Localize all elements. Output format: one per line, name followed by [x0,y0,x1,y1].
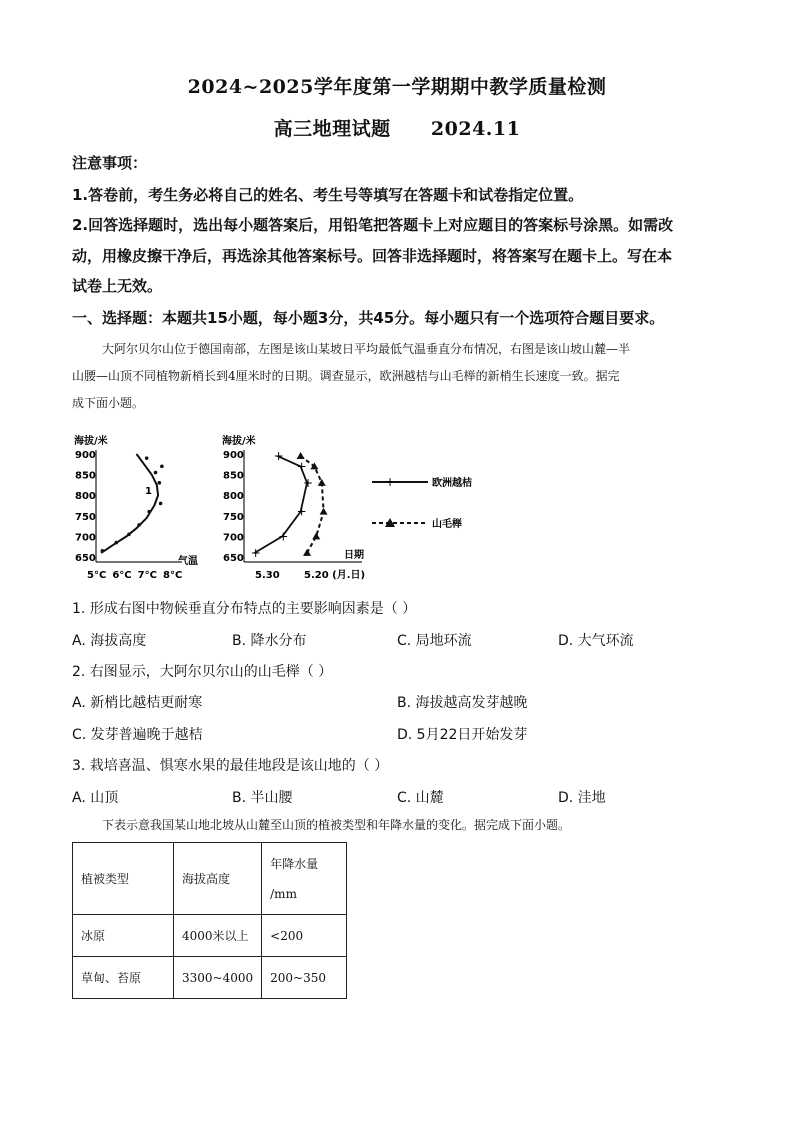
table-cell: 200~350 [262,957,347,999]
question-1: 1. 形成右图中物候垂直分布特点的主要影响因素是（ ） [72,601,417,617]
right-x-tick-0: 5.30 [255,570,280,581]
right-y-tick: 800 [223,491,244,503]
beech-point [297,452,305,459]
question-2: 2. 右图显示，大阿尔贝尔山的山毛榉（ ） [72,664,333,680]
exam-title: 2024~2025学年度第一学期期中教学质量检测 [187,76,607,98]
bilberry-point: + [296,504,307,519]
left-chart-xlabel: 气温 [178,556,198,567]
table-header-cell [262,843,347,915]
left-y-tick: 800 [75,491,96,503]
beech-point [320,508,328,515]
bilberry-point: + [273,449,284,464]
table-header-precip: 年降水量 [270,856,319,871]
intro-line-3: 成下面小题。 [72,396,145,410]
intro-line-2: 山腰—山顶不同植物新梢长到4厘米时的日期。调查显示，欧洲越桔与山毛榉的新梢生长速度一致。据完 [72,369,620,383]
q3-option-d[interactable]: D. 洼地 [558,790,606,806]
q1-option-c[interactable]: C. 局地环流 [397,633,472,649]
intro-passage [72,336,722,417]
table-cell: <200 [262,915,347,957]
left-data-point [154,471,158,475]
notice-item-2-line-2: 动，用橡皮擦干净后，再选涂其他答案标号。回答非选择题时，将答案写在题卡上。写在本 [72,247,673,265]
table-cell: 4000米以上 [174,915,262,957]
chart-legend [372,475,472,530]
notice-heading: 注意事项： [72,154,148,172]
right-y-tick: 700 [223,532,244,544]
right-chart [222,434,365,581]
beech-point [303,549,311,556]
table-cell: 草甸、苔原 [73,957,174,999]
q2-option-c[interactable]: C. 发芽普遍晚于越桔 [72,727,203,743]
left-data-point [147,510,151,514]
left-data-point [137,523,141,527]
table-header-cell: 海拔高度 [174,843,262,915]
left-x-tick: 7°C [137,570,157,581]
bilberry-point: + [250,545,261,560]
q2-option-a[interactable]: A. 新梢比越桔更耐寒 [72,695,203,711]
beech-point [312,532,320,539]
subject-title: 高三地理试题 [273,118,391,140]
left-x-tick: 5°C [87,570,107,581]
legend-bilberry-label: 欧洲越桔 [432,478,472,489]
q3-option-c[interactable]: C. 山麓 [397,790,444,806]
left-data-point [114,541,118,545]
question-3: 3. 栽培喜温、惧寒水果的最佳地段是该山地的（ ） [72,758,389,774]
table-row [73,957,347,999]
right-x-tick-1: 5.20 (月.日) [304,570,366,581]
left-y-tick: 900 [75,450,96,461]
q2-option-b[interactable]: B. 海拔越高发芽越晚 [397,695,528,711]
notice-item-2-line-3: 试卷上无效。 [72,277,163,295]
vegetation-table [72,842,347,999]
table-header-unit: /mm [270,886,297,901]
right-y-tick: 650 [223,553,244,564]
legend-bilberry-marker: + [385,475,396,489]
right-chart-ylabel: 海拔/米 [222,436,256,447]
bilberry-point: + [296,459,307,474]
q3-option-a[interactable]: A. 山顶 [72,790,119,806]
section-heading: 一、选择题：本题共15小题，每小题3分，共45分。每小题只有一个选项符合题目要求。 [72,309,665,327]
right-y-tick: 850 [223,470,244,482]
notice-item-1: 1.答卷前，考生务必将自己的姓名、考生号等填写在答题卡和试卷指定位置。 [72,186,584,204]
exam-date: 2024.11 [430,118,521,140]
table-intro [72,812,722,839]
right-y-tick: 900 [223,450,244,461]
q1-option-d[interactable]: D. 大气环流 [558,633,634,649]
left-data-point [159,502,163,506]
notice-item-2-line-1: 2.回答选择题时，选出每小题答案后，用铅笔把答题卡上对应题目的答案标号涂黑。如需改 [72,216,674,234]
left-x-tick: 6°C [112,570,132,581]
left-data-point [127,533,131,537]
left-chart [74,434,198,581]
left-y-tick: 700 [75,532,96,544]
left-y-tick: 750 [75,511,96,523]
intro-line-1: 大阿尔贝尔山位于德国南部，左图是该山某坡日平均最低气温垂直分布情况，右图是该山坡山麓—半 [102,342,631,356]
right-y-tick: 750 [223,511,244,523]
left-data-point [158,481,162,485]
legend-beech-label: 山毛榉 [432,519,462,530]
q3-option-b[interactable]: B. 半山腰 [232,790,293,806]
q1-option-b[interactable]: B. 降水分布 [232,633,307,649]
left-data-point [145,456,149,460]
table-header-row [73,843,347,915]
left-chart-ylabel: 海拔/米 [74,436,108,447]
beech-point [310,462,318,469]
table-row [73,915,347,957]
left-data-point [160,465,164,469]
q2-option-d[interactable]: D. 5月22日开始发芽 [397,727,528,743]
left-y-tick: 650 [75,553,96,564]
table-header-cell: 植被类型 [73,843,174,915]
left-y-tick: 850 [75,470,96,482]
temperature-curve [101,454,158,553]
right-chart-xlabel: 日期 [344,550,364,561]
table-cell: 冰原 [73,915,174,957]
exam-subtitle [0,114,794,141]
bilberry-point: + [303,475,314,490]
beech-point [318,479,326,486]
table-cell: 3300~4000 [174,957,262,999]
left-x-tick: 8°C [163,570,183,581]
table-intro-text: 下表示意我国某山地北坡从山麓至山顶的植被类型和年降水量的变化。据完成下面小题。 [102,818,571,832]
bilberry-point: + [278,529,289,544]
phenology-figure [72,430,492,590]
left-data-point [101,549,105,553]
left-chart-annotation: 1 [145,486,152,497]
q1-option-a[interactable]: A. 海拔高度 [72,633,147,649]
